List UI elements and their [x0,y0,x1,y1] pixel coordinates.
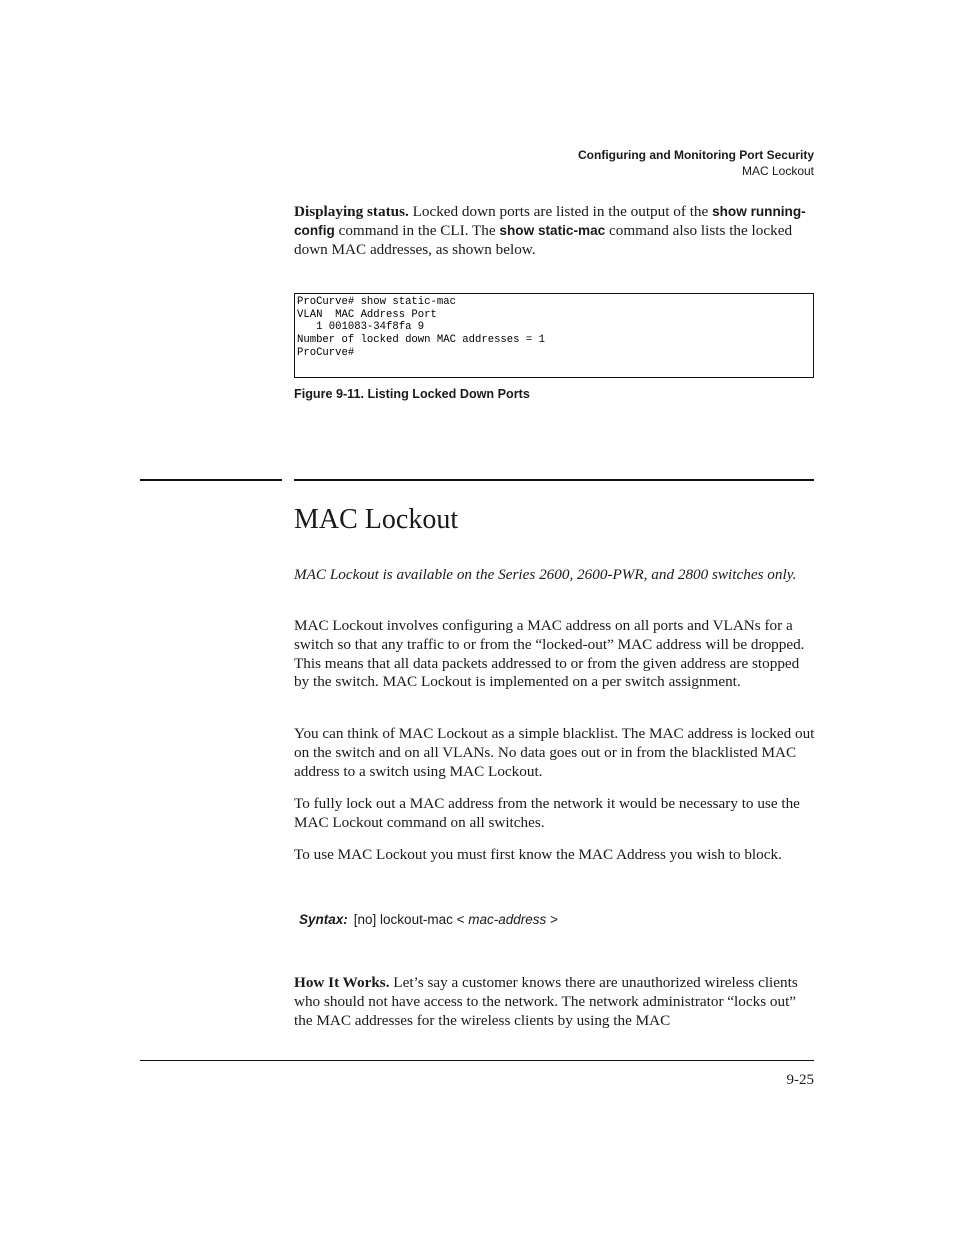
figure-caption: Figure 9-11. Listing Locked Down Ports [294,387,530,401]
displaying-status-lead: Displaying status. [294,203,409,220]
body-paragraph: To fully lock out a MAC address from the network it would be necessary to use the MAC Lockout command on all switches. [294,795,800,831]
section-title: MAC Lockout [294,504,459,535]
how-it-works-lead: How It Works. [294,974,390,991]
cli-line: 1 001083-34f8fa 9 [297,321,425,334]
displaying-status-paragraph [294,203,816,259]
cli-line: ProCurve# [297,346,355,359]
availability-note: MAC Lockout is available on the Series 2600, 2600-PWR, and 2800 switches only. [294,566,797,583]
syntax-line [299,912,558,927]
body-paragraph: MAC Lockout involves configuring a MAC address on all ports and VLANs for a switch so that any traffic to or from the “locked-out” MAC address will be dropped. This means that all data packets addressed to or from the given address are stopped by the switch. MAC Lockout is implemented on a per switch assignment. [294,617,805,691]
cli-line: Number of locked down MAC addresses = 1 [297,334,545,347]
running-header-chapter: Configuring and Monitoring Port Security [578,148,814,162]
body-paragraph: To use MAC Lockout you must first know the MAC Address you wish to block. [294,846,782,863]
syntax-close: > [546,912,558,927]
show-running-config-command: show running-config [294,204,806,238]
how-it-works-paragraph [294,974,816,1030]
cli-line: VLAN MAC Address Port [297,308,437,321]
section-rule-left [140,479,282,481]
show-static-mac-command: show static-mac [499,222,606,238]
displaying-status-text-2: command in the CLI. The [334,221,500,239]
running-header-section: MAC Lockout [741,164,814,178]
cli-line: ProCurve# show static-mac [297,296,456,308]
how-it-works-text: Let’s say a customer knows there are unauthorized wireless clients who should not have access to the network. The network administrator “locks out” the MAC addresses for the wireless clients by using the MAC [294,974,798,1029]
page-number: 9-25 [786,1072,814,1088]
displaying-status-text-3: command also lists the locked down MAC addresses, as shown below. [294,221,793,258]
cli-output-box [294,293,814,378]
syntax-argument: mac-address [468,912,547,927]
syntax-label: Syntax: [299,912,348,927]
footer-rule [140,1060,814,1061]
syntax-command: [no] lockout-mac < [353,912,469,927]
section-rule-right [294,479,814,481]
body-paragraph: You can think of MAC Lockout as a simple blacklist. The MAC address is locked out on the switch and on all VLANs. No data goes out or in from the blacklisted MAC address to a switch using MAC Lockout. [294,725,815,780]
displaying-status-text-1: Locked down ports are listed in the output of the [408,203,713,220]
